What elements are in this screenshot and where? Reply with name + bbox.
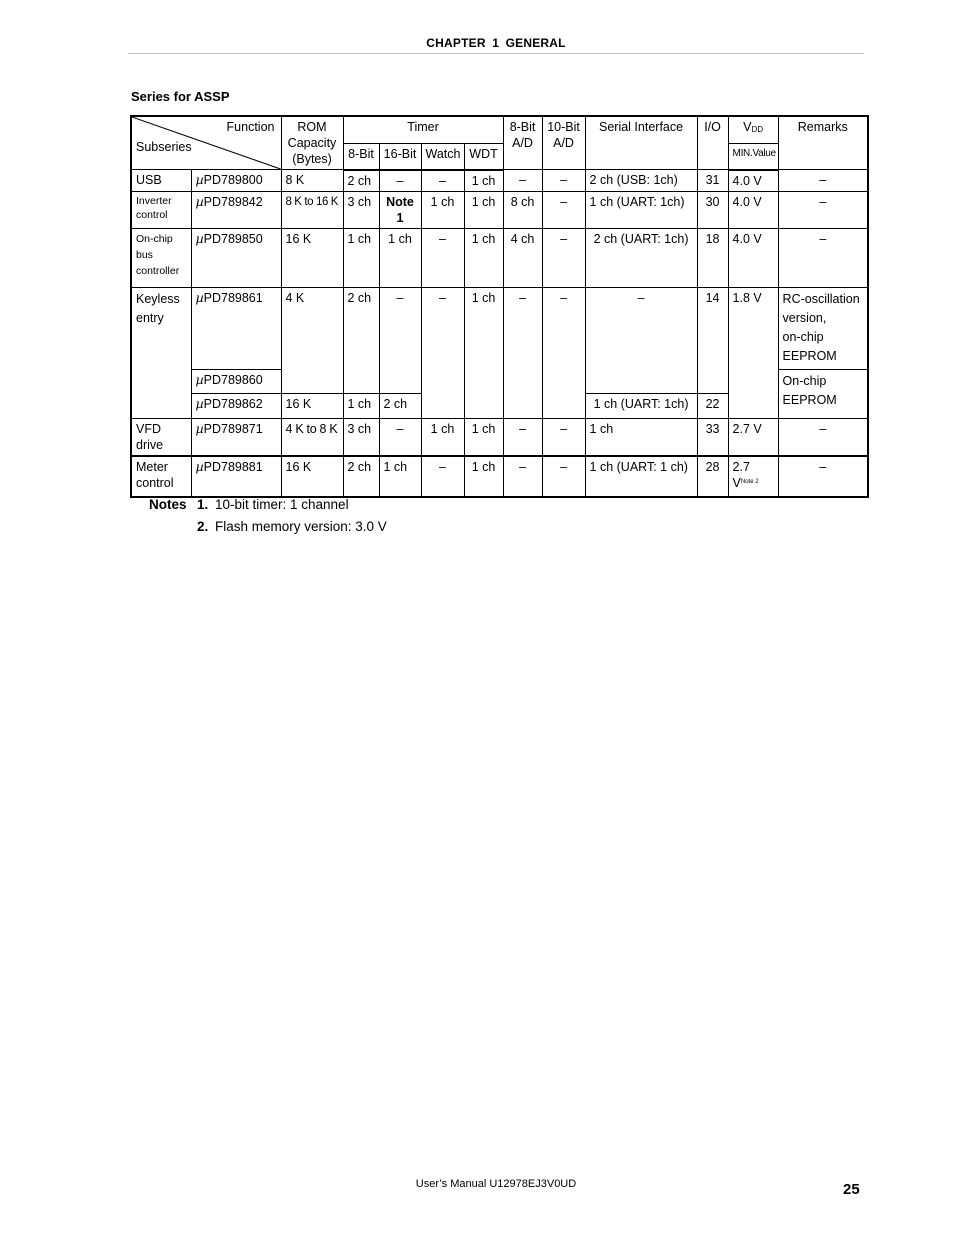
chapter-header: CHAPTER 1 GENERAL xyxy=(426,36,566,50)
table-row: USB µPD789800 8 K 2 ch – – 1 ch – – 2 ch (USB: 1ch) 31 4.0 V – xyxy=(131,170,868,192)
timer-wdt-header: WDT xyxy=(464,144,503,170)
timer-16bit-header: 16-Bit xyxy=(379,144,421,170)
timer-8bit-header: 8-Bit xyxy=(343,144,379,170)
table-row: VFD drive µPD789871 4 K to 8 K 3 ch – 1 ch 1 ch – – 1 ch 33 2.7 V – xyxy=(131,419,868,457)
serial-header: Serial Interface xyxy=(585,116,697,170)
vdd-header: $V_{DD}$ xyxy=(728,116,778,144)
table-row: µPD789862 16 K 1 ch 2 ch 1 ch (UART: 1ch) 22 xyxy=(131,394,868,419)
table-row: On-chip bus controller µPD789850 16 K 1 ch 1 ch – 1 ch 4 ch – 2 ch (UART: 1ch) 18 4.0 V – xyxy=(131,229,868,288)
vdd-min-header: MIN.Value xyxy=(728,144,778,170)
timer-header: Timer xyxy=(343,116,503,144)
table-row: µPD789860 On-chip EEPROM xyxy=(131,370,868,394)
footer-manual-id: User’s Manual U12978EJ3V0UD xyxy=(415,1178,577,1190)
function-subseries-header xyxy=(131,116,281,170)
assp-series-table xyxy=(130,115,869,498)
table-row: Inverter control µPD789842 8 K to 16 K 3 ch Note 1 1 ch 1 ch 8 ch – 1 ch (UART: 1ch) 30 4.0 V – xyxy=(131,192,868,229)
table-header-row xyxy=(131,116,868,144)
ad8-header: 8-Bit A/D xyxy=(503,116,542,170)
remarks-header: Remarks xyxy=(778,116,868,170)
subseries-label: Subseries xyxy=(136,140,192,154)
table-row: Meter control µPD789881 16 K 2 ch 1 ch – 1 ch – – 1 ch (UART: 1 ch) 28 2.7 V$^{Note 2}$ – xyxy=(131,456,868,497)
notes-label: Notes xyxy=(149,497,187,512)
table-row: Keyless entry µPD789861 4 K 2 ch – – 1 ch – – – 14 1.8 V RC-oscillation version, on-chip EEPROM xyxy=(131,288,868,370)
function-label: Function xyxy=(226,120,275,134)
rom-header: ROM Capacity (Bytes) xyxy=(281,116,343,170)
section-title: Series for ASSP xyxy=(131,89,230,104)
header-rule xyxy=(128,53,864,54)
page-number: 25 xyxy=(843,1181,860,1198)
ad10-header: 10-Bit A/D xyxy=(542,116,585,170)
io-header: I/O xyxy=(697,116,728,170)
timer-watch-header: Watch xyxy=(421,144,464,170)
